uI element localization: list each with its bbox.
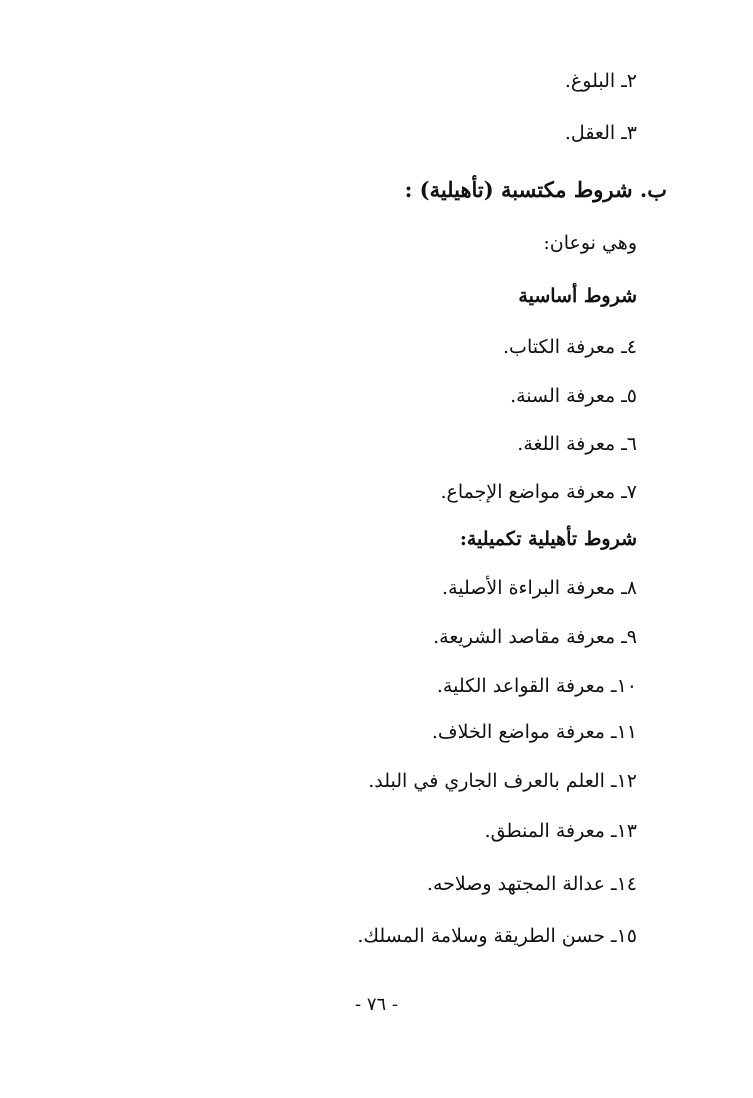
condition-14: ١٤ـ عدالة المجتهد وصلاحه. (426, 873, 637, 895)
condition-4: ٤ـ معرفة الكتاب. (503, 336, 637, 358)
condition-3-sanity: ٣ـ العقل. (564, 122, 637, 144)
intro-two-types: وهي نوعان: (543, 232, 637, 254)
condition-15: ١٥ـ حسن الطريقة وسلامة المسلك. (357, 925, 637, 947)
condition-10: ١٠ـ معرفة القواعد الكلية. (436, 675, 637, 697)
subheading-basic-conditions: شروط أساسية (518, 285, 637, 307)
section-heading-acquired-conditions: ب. شروط مكتسبة (تأهيلية) : (404, 177, 667, 202)
condition-8: ٨ـ معرفة البراءة الأصلية. (442, 577, 637, 599)
condition-5: ٥ـ معرفة السنة. (510, 385, 637, 407)
condition-12: ١٢ـ العلم بالعرف الجاري في البلد. (368, 770, 637, 792)
condition-7: ٧ـ معرفة مواضع الإجماع. (440, 481, 637, 503)
condition-13: ١٣ـ معرفة المنطق. (484, 820, 637, 842)
condition-9: ٩ـ معرفة مقاصد الشريعة. (433, 626, 637, 648)
page-number: - ٧٦ - (355, 994, 398, 1015)
condition-2-puberty: ٢ـ البلوغ. (564, 70, 637, 92)
condition-11: ١١ـ معرفة مواضع الخلاف. (431, 721, 637, 743)
subheading-complementary-conditions: شروط تأهيلية تكميلية: (459, 528, 637, 550)
condition-6: ٦ـ معرفة اللغة. (517, 433, 637, 455)
